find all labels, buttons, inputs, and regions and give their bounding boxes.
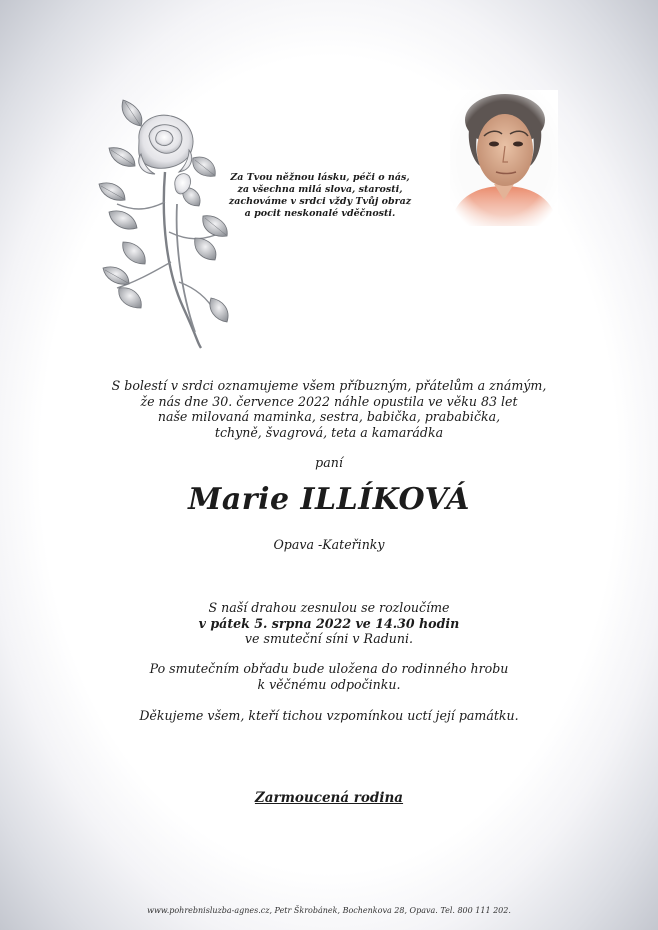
burial-info	[60, 661, 598, 692]
family-signature	[0, 790, 658, 806]
ceremony-intro: S naší drahou zesnulou se rozloučíme	[208, 600, 450, 615]
burial-line: k věčnému odpočinku.	[257, 676, 401, 692]
poem-line: zachováme v srdci vždy Tvůj obraz	[228, 196, 412, 207]
announcement-line: že nás dne 30. července 2022 náhle opustila ve věku 83 let	[140, 393, 518, 409]
ceremony-location: ve smuteční síni v Raduni.	[244, 631, 414, 646]
announcement-line: tchyně, švagrová, teta a kamarádka	[214, 424, 444, 440]
deceased-name: Marie ILLÍKOVÁ	[188, 482, 470, 517]
announcement	[60, 378, 598, 440]
poem-line: za všechna milá slova, starosti,	[237, 184, 403, 195]
signature-text: Zarmoucená rodina	[254, 790, 404, 806]
honorific: paní	[315, 455, 343, 470]
burial-line: Po smutečním obřadu bude uložena do rodinného hrobu	[149, 661, 509, 676]
funeral-service-footer: www.pohrebnisluzba-agnes.cz, Petr Škrobánek, Bochenkova 28, Opava. Tel. 800 111 202.	[147, 906, 511, 915]
memorial-poem	[222, 172, 418, 220]
announcement-line: S bolestí v srdci oznamujeme všem příbuzným, přátelům a známým,	[111, 378, 547, 393]
poem-line: a pocit neskonalé vděčnosti.	[244, 208, 396, 219]
rose-illustration	[95, 92, 240, 354]
poem-line: Za Tvou něžnou lásku, péči o nás,	[230, 172, 410, 183]
ceremony-datetime: v pátek 5. srpna 2022 ve 14.30 hodin	[198, 615, 460, 631]
portrait-photo	[450, 90, 558, 226]
hometown: Opava -Kateřinky	[273, 537, 385, 552]
thanks-line: Děkujeme všem, kteří tichou vzpomínkou uctí její památku.	[139, 708, 519, 723]
thanks-text	[60, 708, 598, 724]
ceremony-info	[60, 600, 598, 647]
announcement-line: naše milovaná maminka, sestra, babička, prababička,	[157, 409, 501, 424]
